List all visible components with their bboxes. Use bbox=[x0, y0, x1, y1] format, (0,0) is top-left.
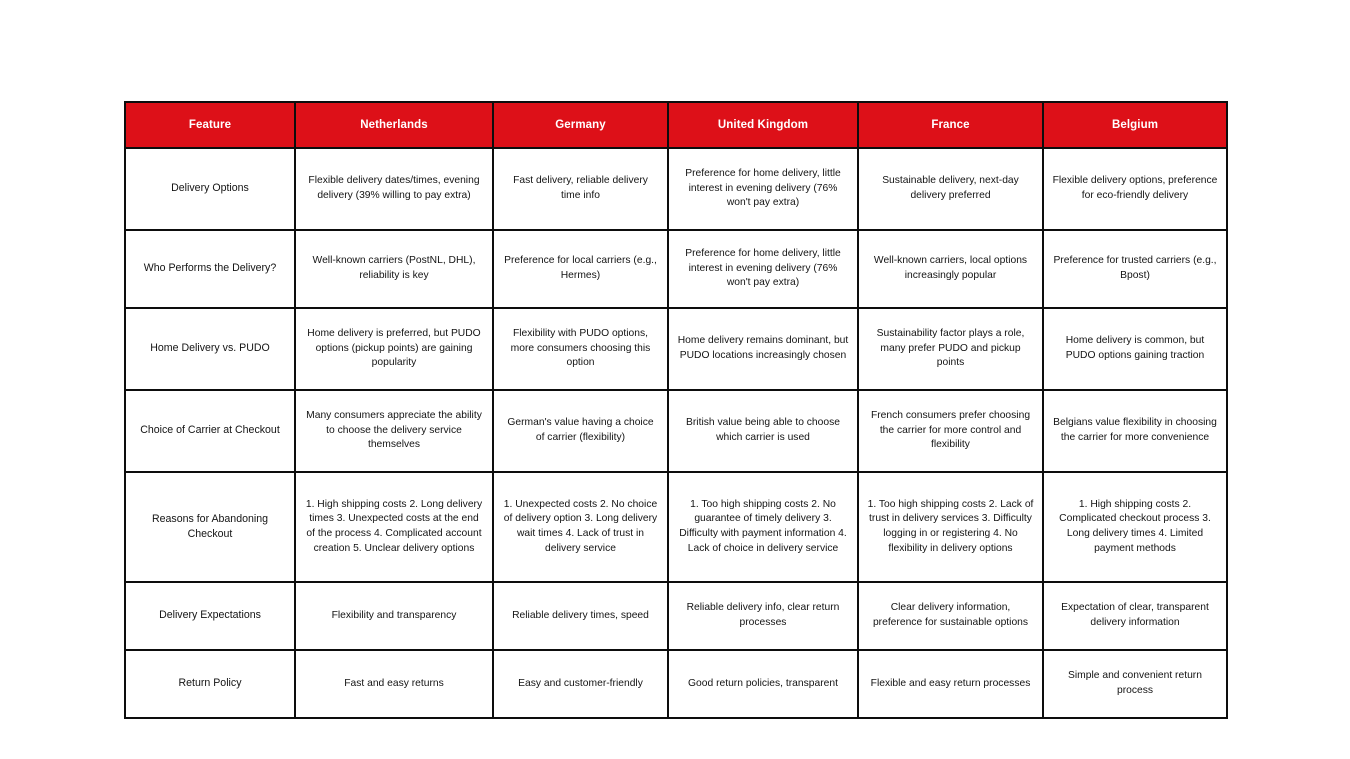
cell-france: Clear delivery information, preference for sustainable options bbox=[858, 582, 1043, 650]
cell-united-kingdom: Home delivery remains dominant, but PUDO locations increasingly chosen bbox=[668, 308, 858, 390]
cell-netherlands: Home delivery is preferred, but PUDO options (pickup points) are gaining popularity bbox=[295, 308, 493, 390]
cell-france: French consumers prefer choosing the carrier for more control and flexibility bbox=[858, 390, 1043, 472]
cell-netherlands: 1. High shipping costs 2. Long delivery times 3. Unexpected costs at the end of the process 4. Complicated account creation 5. Unclear delivery options bbox=[295, 472, 493, 582]
cell-netherlands: Fast and easy returns bbox=[295, 650, 493, 718]
cell-united-kingdom: Preference for home delivery, little interest in evening delivery (76% won't pay extra) bbox=[668, 148, 858, 230]
country-delivery-comparison-table bbox=[124, 101, 1228, 719]
cell-netherlands: Flexibility and transparency bbox=[295, 582, 493, 650]
row-feature-label: Reasons for Abandoning Checkout bbox=[125, 472, 295, 582]
table-row bbox=[125, 148, 1227, 230]
row-feature-label: Delivery Expectations bbox=[125, 582, 295, 650]
cell-france: 1. Too high shipping costs 2. Lack of trust in delivery services 3. Difficulty logging in or registering 4. No flexibility in delivery options bbox=[858, 472, 1043, 582]
cell-france: Sustainability factor plays a role, many prefer PUDO and pickup points bbox=[858, 308, 1043, 390]
table-row bbox=[125, 230, 1227, 308]
table-header-row bbox=[125, 102, 1227, 148]
cell-netherlands: Well-known carriers (PostNL, DHL), reliability is key bbox=[295, 230, 493, 308]
cell-germany: Flexibility with PUDO options, more consumers choosing this option bbox=[493, 308, 668, 390]
row-feature-label: Home Delivery vs. PUDO bbox=[125, 308, 295, 390]
cell-belgium: 1. High shipping costs 2. Complicated checkout process 3. Long delivery times 4. Limited payment methods bbox=[1043, 472, 1227, 582]
table-header bbox=[125, 102, 1227, 148]
column-header-belgium: Belgium bbox=[1043, 102, 1227, 148]
cell-germany: German's value having a choice of carrier (flexibility) bbox=[493, 390, 668, 472]
row-feature-label: Who Performs the Delivery? bbox=[125, 230, 295, 308]
table-row bbox=[125, 308, 1227, 390]
column-header-feature: Feature bbox=[125, 102, 295, 148]
cell-belgium: Expectation of clear, transparent delivery information bbox=[1043, 582, 1227, 650]
cell-united-kingdom: Reliable delivery info, clear return processes bbox=[668, 582, 858, 650]
table-row bbox=[125, 390, 1227, 472]
table-row bbox=[125, 472, 1227, 582]
table-row bbox=[125, 650, 1227, 718]
cell-united-kingdom: Good return policies, transparent bbox=[668, 650, 858, 718]
cell-netherlands: Many consumers appreciate the ability to choose the delivery service themselves bbox=[295, 390, 493, 472]
comparison-table-container bbox=[124, 101, 1226, 719]
cell-france: Sustainable delivery, next-day delivery preferred bbox=[858, 148, 1043, 230]
row-feature-label: Delivery Options bbox=[125, 148, 295, 230]
column-header-netherlands: Netherlands bbox=[295, 102, 493, 148]
table-body bbox=[125, 148, 1227, 718]
column-header-germany: Germany bbox=[493, 102, 668, 148]
cell-germany: Reliable delivery times, speed bbox=[493, 582, 668, 650]
cell-france: Flexible and easy return processes bbox=[858, 650, 1043, 718]
cell-germany: Fast delivery, reliable delivery time info bbox=[493, 148, 668, 230]
cell-united-kingdom: 1. Too high shipping costs 2. No guarantee of timely delivery 3. Difficulty with payment information 4. Lack of choice in delivery service bbox=[668, 472, 858, 582]
cell-germany: Easy and customer-friendly bbox=[493, 650, 668, 718]
column-header-france: France bbox=[858, 102, 1043, 148]
cell-belgium: Flexible delivery options, preference for eco-friendly delivery bbox=[1043, 148, 1227, 230]
cell-belgium: Belgians value flexibility in choosing the carrier for more convenience bbox=[1043, 390, 1227, 472]
row-feature-label: Choice of Carrier at Checkout bbox=[125, 390, 295, 472]
cell-germany: Preference for local carriers (e.g., Hermes) bbox=[493, 230, 668, 308]
column-header-united-kingdom: United Kingdom bbox=[668, 102, 858, 148]
cell-france: Well-known carriers, local options increasingly popular bbox=[858, 230, 1043, 308]
cell-germany: 1. Unexpected costs 2. No choice of delivery option 3. Long delivery wait times 4. Lack of trust in delivery service bbox=[493, 472, 668, 582]
cell-belgium: Preference for trusted carriers (e.g., Bpost) bbox=[1043, 230, 1227, 308]
cell-netherlands: Flexible delivery dates/times, evening delivery (39% willing to pay extra) bbox=[295, 148, 493, 230]
cell-belgium: Simple and convenient return process bbox=[1043, 650, 1227, 718]
cell-united-kingdom: British value being able to choose which carrier is used bbox=[668, 390, 858, 472]
row-feature-label: Return Policy bbox=[125, 650, 295, 718]
table-row bbox=[125, 582, 1227, 650]
cell-belgium: Home delivery is common, but PUDO options gaining traction bbox=[1043, 308, 1227, 390]
cell-united-kingdom: Preference for home delivery, little interest in evening delivery (76% won't pay extra) bbox=[668, 230, 858, 308]
